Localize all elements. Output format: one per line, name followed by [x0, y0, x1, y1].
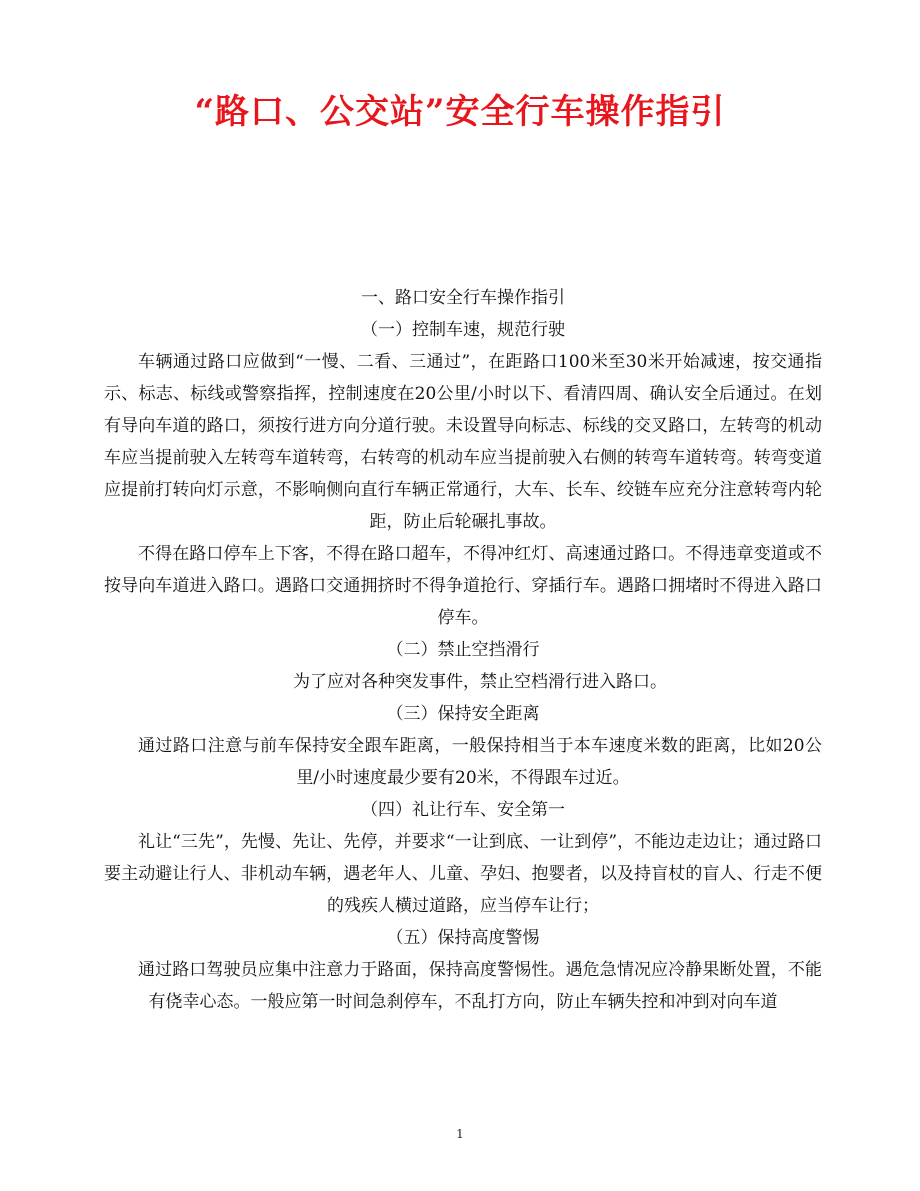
subsection-heading-4: （四）礼让行车、安全第一 [361, 800, 565, 820]
subsection-heading-2: （二）禁止空挡滑行 [386, 640, 540, 660]
paragraph-no-coasting: 为了应对各种突发事件，禁止空档滑行进入路口。 [293, 672, 667, 692]
document-title: “路口、公交站”安全行车操作指引 [194, 92, 726, 132]
document-body [104, 282, 822, 1018]
paragraph-yield: 礼让“三先”，先慢、先让、先停，并要求“一让到底、一让到停”，不能边走边让；通过路口要主动避让行人、非机动车辆，遇老年人、儿童、孕妇、抱婴者，以及持盲杖的盲人、行走不便的残疾人横过道路，应当停车让行； [104, 832, 822, 916]
page-number: 1 [456, 1127, 464, 1141]
paragraph-vigilance: 通过路口驾驶员应集中注意力于路面，保持高度警惕性。遇危急情况应冷静果断处置，不能有侥幸心态。一般应第一时间急刹停车，不乱打方向，防止车辆失控和冲到对向车道 [138, 960, 822, 1012]
subsection-heading-3: （三）保持安全距离 [386, 704, 540, 724]
paragraph-safe-distance: 通过路口注意与前车保持安全跟车距离，一般保持相当于本车速度米数的距离，比如20公里/小时速度最少要有20米，不得跟车过近。 [138, 736, 822, 788]
section-heading: 一、路口安全行车操作指引 [361, 288, 565, 308]
subsection-heading-1: （一）控制车速，规范行驶 [361, 320, 565, 340]
paragraph-speed-control: 车辆通过路口应做到“一慢、二看、三通过”，在距路口100米至30米开始减速，按交通指示、标志、标线或警察指挥，控制速度在20公里/小时以下、看清四周、确认安全后通过。在划有导向车道的路口，须按行进方向分道行驶。未设置导向标志、标线的交叉路口，左转弯的机动车应当提前驶入左转弯车道转弯，右转弯的机动车应当提前驶入右侧的转弯车道转弯。转弯变道应提前打转向灯示意，不影响侧向直行车辆正常通行，大车、长车、绞链车应充分注意转弯内轮距，防止后轮碾扎事故。 [104, 352, 822, 532]
paragraph-prohibitions: 不得在路口停车上下客，不得在路口超车，不得冲红灯、高速通过路口。不得违章变道或不按导向车道进入路口。遇路口交通拥挤时不得争道抢行、穿插行车。遇路口拥堵时不得进入路口停车。 [104, 544, 822, 628]
subsection-heading-5: （五）保持高度警惕 [386, 928, 540, 948]
